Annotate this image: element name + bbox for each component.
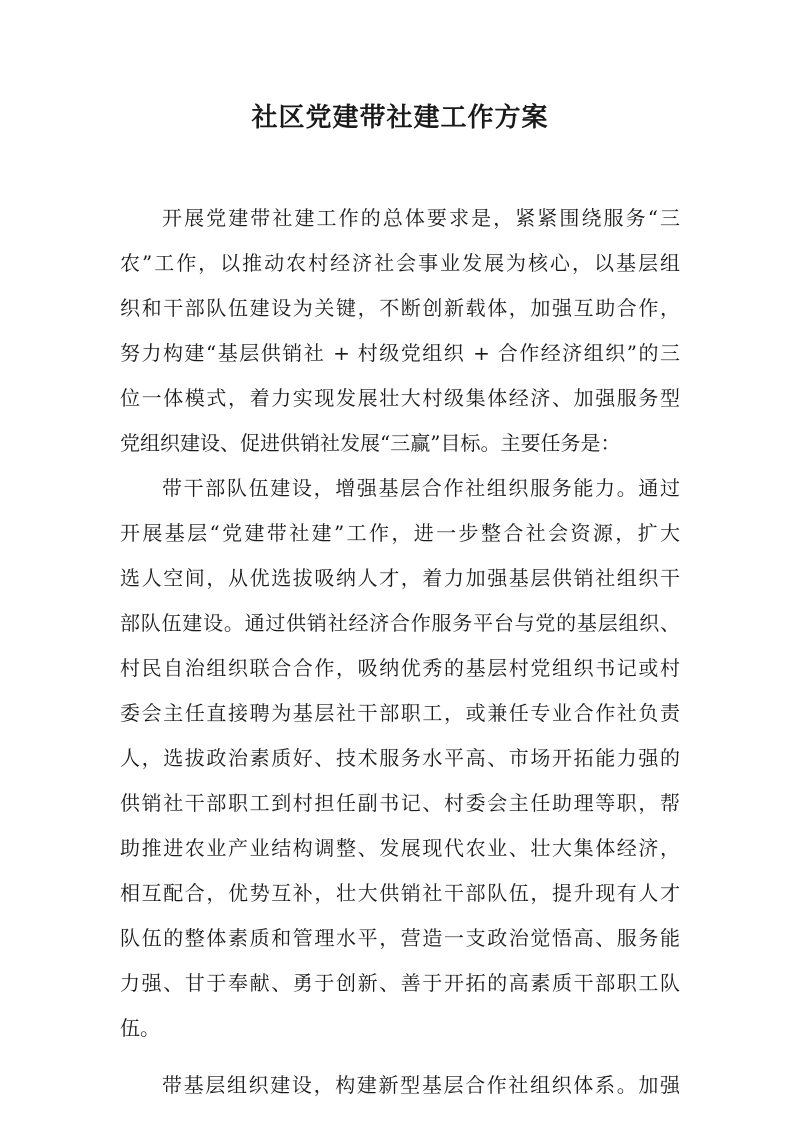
paragraph-line: 供销社干部职工到村担任副书记、村委会主任助理等职，帮	[120, 791, 680, 815]
paragraph-line: 织和干部队伍建设为关键，不断创新载体，加强互助合作，	[120, 296, 680, 320]
paragraph-3	[120, 1063, 680, 1108]
paragraph-line: 开展党建带社建工作的总体要求是，紧紧围绕服务“三	[162, 206, 680, 230]
document-body	[120, 196, 680, 1108]
paragraph-line: 人，选拔政治素质好、技术服务水平高、市场开拓能力强的	[120, 746, 680, 770]
paragraph-line: 力强、甘于奉献、勇于创新、善于开拓的高素质干部职工队	[120, 971, 680, 995]
paragraph-line: 相互配合，优势互补，壮大供销社干部队伍，提升现有人才	[120, 881, 680, 905]
paragraph-1	[120, 196, 680, 466]
paragraph-line: 带干部队伍建设，增强基层合作社组织服务能力。通过	[162, 476, 680, 500]
paragraph-2	[120, 466, 680, 1051]
paragraph-line: 开展基层“党建带社建”工作，进一步整合社会资源，扩大	[120, 521, 680, 545]
paragraph-line: 队伍的整体素质和管理水平，营造一支政治觉悟高、服务能	[120, 926, 680, 950]
paragraph-line: 农”工作，以推动农村经济社会事业发展为核心，以基层组	[120, 251, 680, 275]
paragraph-line: 党组织建设、促进供销社发展“三赢”目标。主要任务是：	[120, 431, 621, 455]
paragraph-spacer	[120, 1051, 680, 1063]
paragraph-line: 选人空间，从优选拔吸纳人才，着力加强基层供销社组织干	[120, 566, 680, 590]
paragraph-line: 带基层组织建设，构建新型基层合作社组织体系。加强	[162, 1073, 680, 1097]
paragraph-line: 位一体模式，着力实现发展壮大村级集体经济、加强服务型	[120, 386, 680, 410]
paragraph-line: 村民自治组织联合合作，吸纳优秀的基层村党组织书记或村	[120, 656, 680, 680]
paragraph-line: 助推进农业产业结构调整、发展现代农业、壮大集体经济，	[120, 836, 680, 860]
document-title: 社区党建带社建工作方案	[251, 103, 549, 133]
paragraph-line: 部队伍建设。通过供销社经济合作服务平台与党的基层组织、	[120, 611, 680, 635]
paragraph-line: 努力构建“基层供销社 + 村级党组织 + 合作经济组织”的三	[120, 341, 680, 365]
paragraph-line: 委会主任直接聘为基层社干部职工，或兼任专业合作社负责	[120, 701, 680, 725]
paragraph-line: 伍。	[120, 1016, 160, 1040]
